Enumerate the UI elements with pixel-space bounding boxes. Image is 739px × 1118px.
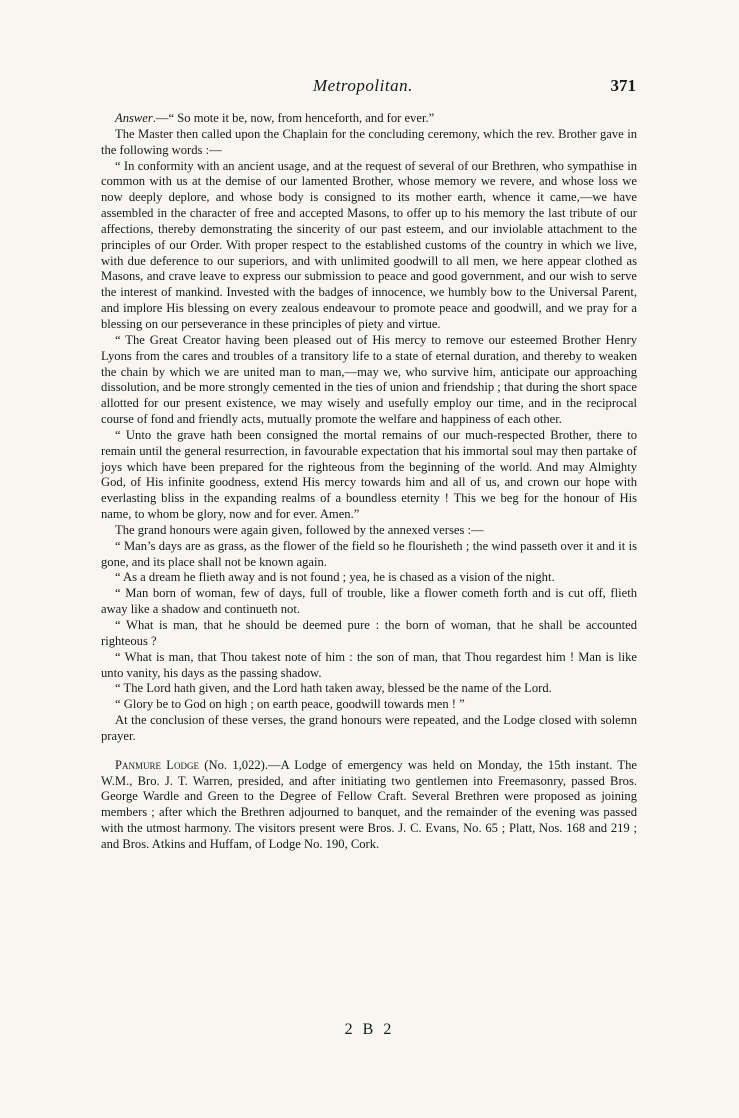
verse: “ Glory be to God on high ; on earth peace, goodwill towards men ! ” bbox=[115, 697, 465, 712]
article-body bbox=[101, 111, 637, 853]
verse: “ What is man, that he should be deemed pure : the born of woman, that he shall be accounted righteous ? bbox=[101, 618, 637, 648]
page-header bbox=[100, 76, 636, 102]
paragraph: “ Unto the grave hath been consigned the mortal remains of our much-respected Brother, there to remain until the general resurrection, in favourable expectation that his immortal soul may then partake of joys which have been prepared for the righteous from the beginning of the world. And may Almighty God, of His infinite goodness, extend His mercy towards him and all of us, and crown our hope with everlasting bliss in the expanding realms of a boundless eternity ! This we beg for the honour of His name, to whom be glory, now and for ever. Amen.” bbox=[101, 427, 637, 522]
paragraph: The Master then called upon the Chaplain for the concluding ceremony, which the rev. Brother gave in the following words :— bbox=[101, 126, 637, 157]
verse: “ What is man, that Thou takest note of him : the son of man, that Thou regardest him ! Man is like unto vanity, his days as the passing shadow. bbox=[101, 649, 637, 680]
answer-text: .—“ So mote it be, now, from henceforth, and for ever.” bbox=[152, 111, 435, 125]
verse: “ Man born of woman, few of days, full of trouble, like a flower cometh forth and is cut off, flieth away like a shadow and continueth not. bbox=[101, 586, 637, 617]
lodge-report-title: Panmure Lodge bbox=[115, 757, 199, 772]
lodge-report-text: (No. 1,022).—A Lodge of emergency was held on Monday, the 15th instant. The W.M., Bro. J. T. Warren, presided, and after initiating two gentlemen into Freemasonry, passed Bros. George Wardle and Green to the Degree of Fellow Craft. Several Brethren were proposed as joining members ; after which the Brethren adjourned to banquet, and the remainder of the evening was passed with the utmost harmony. The visitors present were Bros. J. C. Evans, No. 65 ; Platt, Nos. 168 and 219 ; and Bros. Atkins and Huffam, of Lodge No. 190, Cork. bbox=[101, 757, 637, 851]
paragraph: “ The Great Creator having been pleased out of His mercy to remove our esteemed Brother Henry Lyons from the cares and troubles of a transitory life to a state of eternal duration, and thereby to weaken the chain by which we are united man to man,—may we, who survive him, anticipate our approaching dissolution, and be more strongly cemented in the ties of union and friendship ; that during the short space allotted for our present existence, we may wisely and usefully employ our time, and in the reciprocal course of fond and friendly acts, mutually promote the welfare and happiness of each other. bbox=[101, 332, 637, 427]
running-head: Metropolitan. bbox=[313, 76, 413, 95]
paragraph: The grand honours were again given, followed by the annexed verses :— bbox=[115, 522, 484, 537]
lodge-report bbox=[101, 758, 637, 853]
page-number: 371 bbox=[610, 76, 636, 95]
verse: “ Man’s days are as grass, as the flower of the field so he flourisheth ; the wind passeth over it and it is gone, and its place shall not be known again. bbox=[101, 538, 637, 569]
signature-mark: 2 B 2 bbox=[344, 1021, 395, 1038]
paragraph bbox=[101, 111, 637, 127]
verse: “ As a dream he flieth away and is not found ; yea, he is chased as a vision of the night. bbox=[115, 570, 555, 585]
paragraph: At the conclusion of these verses, the grand honours were repeated, and the Lodge closed with solemn prayer. bbox=[101, 713, 637, 743]
paragraph: “ In conformity with an ancient usage, and at the request of several of our Brethren, who sympathise in common with us at the demise of our lamented Brother, whose memory we revere, and whose loss we now deeply deplore, and whose body is consigned to its mother earth, whence it came,—we have assembled in the character of free and accepted Masons, to offer up to his memory the last tribute of our affections, thereby demonstrating the sincerity of our past esteem, and our inviolable attachment to the principles of our Order. With proper respect to the established customs of the country in which we live, with due deference to our superiors, and with unlimited goodwill to all men, we here appear clothed as Masons, and crave leave to express our submission to peace and good government, and our wish to serve the interest of mankind. Invested with the badges of innocence, we humbly bow to the Universal Parent, and implore His blessing on every zealous endeavour to promote peace and goodwill, and we pray for a blessing on our perseverance in these principles of piety and virtue. bbox=[101, 158, 637, 331]
verse: “ The Lord hath given, and the Lord hath taken away, blessed be the name of the Lord. bbox=[115, 681, 552, 696]
answer-label: Answer bbox=[115, 111, 153, 125]
